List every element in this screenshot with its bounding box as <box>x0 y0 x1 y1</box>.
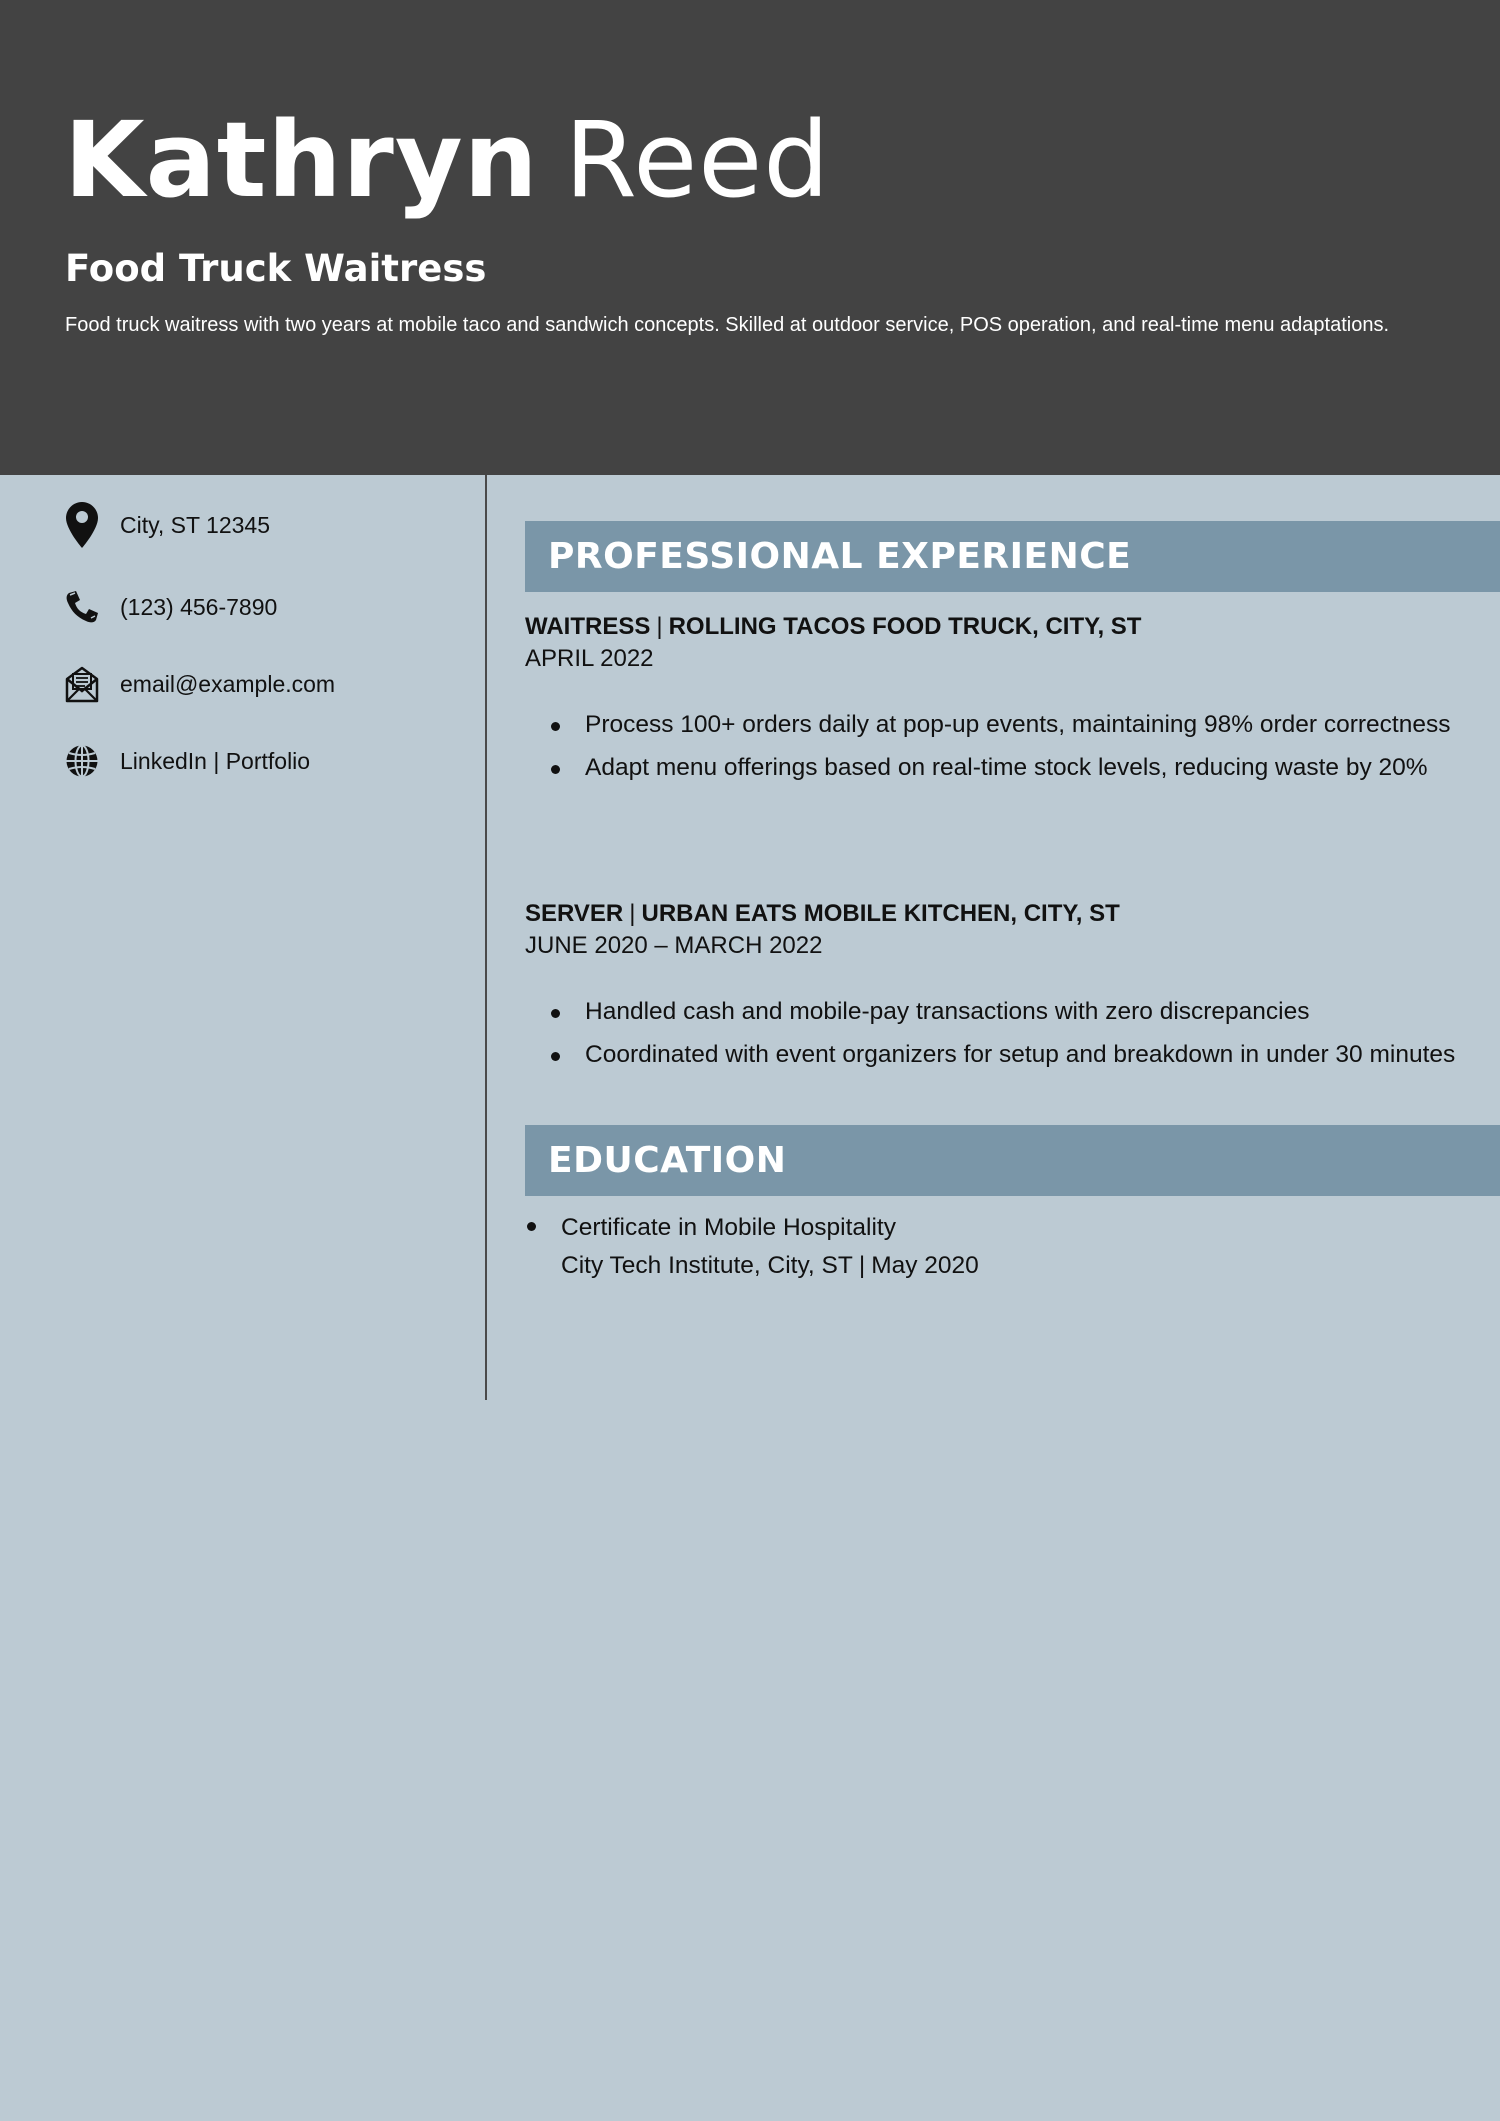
education-separator: | <box>858 1252 866 1279</box>
contact-location <box>64 500 270 550</box>
job-2-employer: URBAN EATS MOBILE KITCHEN, CITY, ST <box>641 900 1120 927</box>
profile-summary: Food truck waitress with two years at mobile taco and sandwich concepts. Skilled at outdoor service, POS operation, and real-time menu adaptations. <box>65 314 1390 336</box>
contact-links <box>64 736 310 786</box>
column-divider <box>485 475 487 1400</box>
links-text: LinkedIn | Portfolio <box>120 747 311 774</box>
phone-text: (123) 456-7890 <box>120 593 278 620</box>
list-item: Adapt menu offerings based on real-time stock levels, reducing waste by 20% <box>525 752 1465 784</box>
job-1-role: WAITRESS <box>525 613 651 640</box>
list-item: Process 100+ orders daily at pop-up events, maintaining 98% order correctness <box>525 709 1465 741</box>
envelope-icon <box>64 660 100 708</box>
education-entry <box>525 1209 1465 1285</box>
job-title: Food Truck Waitress <box>65 247 487 290</box>
job-2-bullets <box>525 996 1465 1082</box>
job-1-header <box>525 612 1141 642</box>
location-text: City, ST 12345 <box>120 511 271 538</box>
job-1-bullets <box>525 709 1465 795</box>
education-details <box>525 1247 1465 1285</box>
list-item: Handled cash and mobile-pay transactions with zero discrepancies <box>525 996 1465 1028</box>
job-2-dates: JUNE 2020 – MARCH 2022 <box>525 932 823 959</box>
bullet-dot <box>527 1222 536 1231</box>
resume-header <box>0 0 1500 475</box>
first-name: Kathryn <box>64 99 539 221</box>
job-2-separator: | <box>629 900 636 927</box>
contact-email <box>64 659 335 709</box>
contact-phone <box>64 582 277 632</box>
phone-icon <box>64 583 100 631</box>
email-text: email@example.com <box>120 670 336 697</box>
job-1-employer: ROLLING TACOS FOOD TRUCK, CITY, ST <box>668 613 1142 640</box>
job-2-header <box>525 899 1120 929</box>
experience-heading: PROFESSIONAL EXPERIENCE <box>525 521 1500 592</box>
education-school: City Tech Institute, City, ST <box>561 1252 853 1279</box>
map-pin-icon <box>64 501 100 549</box>
job-2-role: SERVER <box>525 900 624 927</box>
globe-icon <box>64 737 100 785</box>
education-heading: EDUCATION <box>525 1125 1500 1196</box>
list-item: Coordinated with event organizers for setup and breakdown in under 30 minutes <box>525 1039 1465 1071</box>
education-date: May 2020 <box>871 1252 979 1279</box>
job-1-separator: | <box>656 613 663 640</box>
candidate-name <box>64 99 831 221</box>
education-degree: Certificate in Mobile Hospitality <box>561 1214 896 1241</box>
last-name: Reed <box>564 99 831 221</box>
job-1-dates: APRIL 2022 <box>525 645 654 672</box>
